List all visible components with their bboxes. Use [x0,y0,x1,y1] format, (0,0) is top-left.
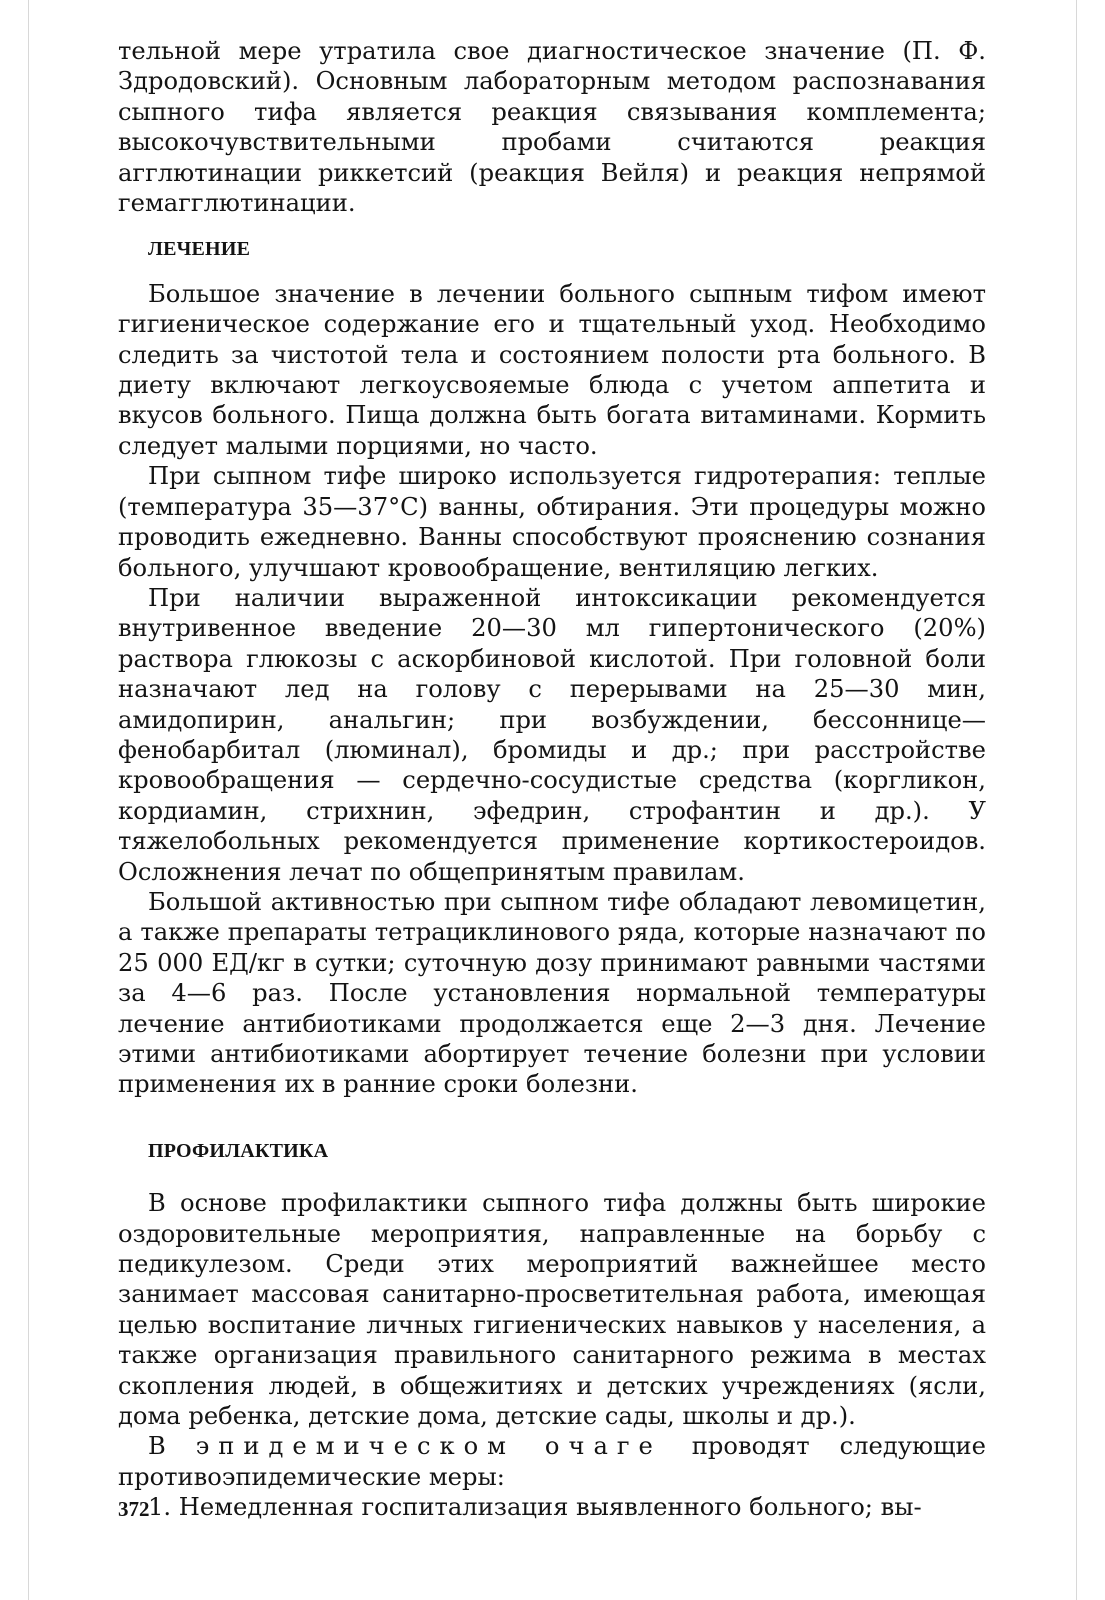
book-page [118,36,986,1523]
scan-edge-left [28,0,29,1600]
treatment-paragraph-3: При наличии выраженной интоксикации рекомендуется внутривенное введение 20—30 мл гипертонического (20%) раствора глюкозы с аскорбиновой кислотой. При головной боли назначают лед на голову с перерывами на 25—30 мин, амидопирин, анальгин; при возбуждении, бессоннице—фенобарбитал (люминал), бромиды и др.; при расстройстве кровообращения — сердечно-сосудистые средства (коргликон, кордиамин, стрихнин, эфедрин, строфантин и др.). У тяжелобольных рекомендуется применение кортикостероидов. Осложнения лечат по общепринятым правилам. [118,583,986,886]
epidemic-focus-line [118,1431,986,1461]
page-number: 372 [118,1497,150,1521]
spaced-word-epidemic: эпидемическом [195,1432,515,1461]
scan-edge-right [1076,0,1077,1600]
treatment-paragraph-2: При сыпном тифе широко используется гидротерапия: теплые (температура 35—37°С) ванны, обтирания. Эти процедуры можно проводить ежедневно. Ванны способствуют прояснению сознания больного, улучшают кровообращение, вентиляцию легких. [118,462,986,582]
spaced-word-focus: очаге [544,1432,662,1461]
treatment-paragraph-1: Большое значение в лечении больного сыпным тифом имеют гигиеническое содержание его и тщательный уход. Необходимо следить за чистотой тела и состоянием полости рта больного. В диету включают легкоусвояемые блюда с учетом аппетита и вкусов больного. Пища должна быть богата витаминами. Кормить следует малыми порциями, но часто. [118,279,986,460]
spaced-prep: В [148,1432,166,1461]
spaced-rest-following: следующие [839,1432,986,1461]
treatment-paragraph-4: Большой активностью при сыпном тифе обладают левомицетин, а также препараты тетрациклинового ряда, которые назначают по 25 000 ЕД/кг в сутки; суточную дозу принимают равными частями за 4—6 раз. После установления нормальной температуры лечение антибиотиками продолжается еще 2—3 дня. Лечение этими антибиотиками абортирует течение болезни при условии применения их в ранние сроки болезни. [118,887,986,1099]
prevention-heading: ПРОФИЛАКТИКА [148,1139,329,1162]
intro-paragraph: тельной мере утратила свое диагностическое значение (П. Ф. Здродовский). Основным лабораторным методом распознавания сыпного тифа является реакция связывания комплемента; высокочувствительными пробами считаются реакция агглютинации риккетсий (реакция Вейля) и реакция непрямой гемагглютинации. [118,37,986,218]
treatment-heading: ЛЕЧЕНИЕ [148,238,251,261]
epidemic-measures-line: противоэпидемические меры: [118,1462,505,1491]
prevention-paragraph: В основе профилактики сыпного тифа должны быть широкие оздоровительные мероприятия, направленные на борьбу с педикулезом. Среди этих мероприятий важнейшее место занимает массовая санитарно-просветительная работа, имеющая целью воспитание личных гигиенических навыков у населения, а также организация правильного санитарного режима в местах скопления людей, в общежитиях и детских учреждениях (ясли, дома ребенка, детские дома, детские сады, школы и др.). [118,1189,986,1431]
list-item-1: 1. Немедленная госпитализация выявленного больного; вы- [148,1493,922,1522]
spaced-rest-carry-out: проводят [691,1432,810,1461]
